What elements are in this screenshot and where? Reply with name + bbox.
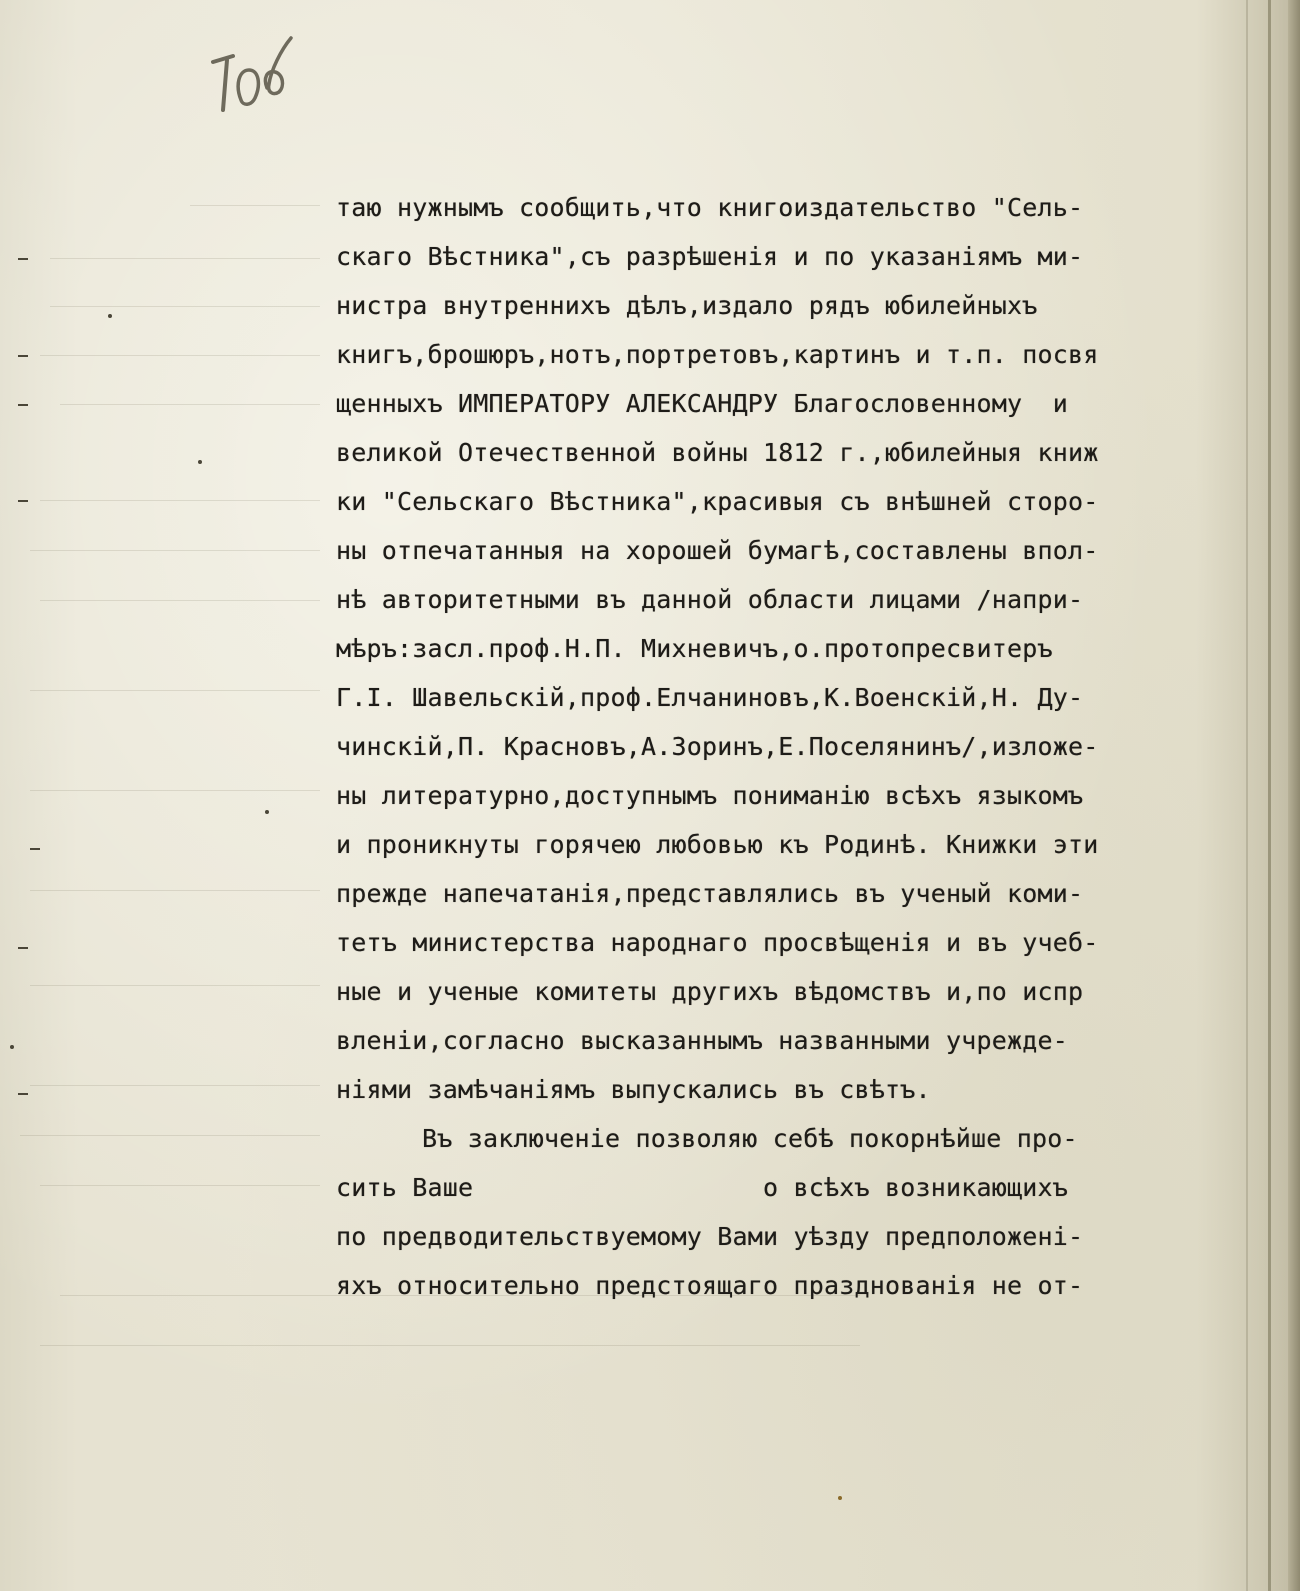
text-line: великой Отечественной войны 1812 г.,юбилейныя книж — [336, 438, 1099, 467]
text-line: нѣ авторитетными въ данной области лицами /напри- — [336, 585, 1084, 614]
text-line: нистра внутреннихъ дѣлъ,издало рядъ юбилейныхъ — [336, 291, 1038, 320]
paragraph-line: Въ заключеніе позволяю себѣ покорнѣйше про- — [422, 1124, 1078, 1153]
margin-mark — [18, 500, 28, 502]
ink-speck — [108, 314, 112, 318]
ink-speck — [838, 1496, 842, 1500]
margin-mark — [18, 258, 28, 260]
margin-mark — [18, 1093, 28, 1095]
bleed-through-line — [30, 790, 320, 791]
text-line: ны отпечатанныя на хорошей бумагѣ,составлены впол- — [336, 536, 1099, 565]
paragraph-line: сить Ваше о всѣхъ возникающихъ — [336, 1173, 1069, 1202]
bleed-through-line — [40, 500, 320, 501]
page-edge — [1288, 0, 1300, 1591]
margin-mark — [18, 947, 28, 949]
bleed-through-line — [30, 690, 320, 691]
margin-mark — [18, 404, 28, 406]
ink-speck — [198, 460, 202, 464]
text-line: таю нужнымъ сообщить,что книгоиздательство "Сель- — [336, 193, 1084, 222]
folio-number-handwritten — [205, 30, 305, 120]
text-line: вленiи,согласно высказаннымъ названными учрежде- — [336, 1026, 1069, 1055]
margin-mark — [30, 848, 40, 850]
text-line: ніями замѣчаніямъ выпускались въ свѣтъ. — [336, 1075, 931, 1104]
bleed-through-line — [30, 985, 320, 986]
paragraph-line: яхъ относительно предстоящаго празднованія не от- — [336, 1271, 1084, 1300]
text-line: мѣръ:засл.проф.Н.П. Михневичъ,о.протопресвитеръ — [336, 634, 1053, 663]
text-line: книгъ,брошюръ,нотъ,портретовъ,картинъ и т.п. посвя — [336, 340, 1099, 369]
text-line: тетъ министерства народнаго просвѣщенія и въ учеб- — [336, 928, 1099, 957]
bleed-through-line — [30, 890, 320, 891]
bleed-through-line — [40, 355, 320, 356]
text-line: и проникнуты горячею любовью къ Родинѣ. Книжки эти — [336, 830, 1099, 859]
text-line: Г.I. Шавельскiй,проф.Елчаниновъ,К.Военскiй,Н. Ду- — [336, 683, 1084, 712]
text-line: ные и ученые комитеты другихъ вѣдомствъ и,по испр — [336, 977, 1084, 1006]
bleed-through-line — [30, 550, 320, 551]
bleed-through-line — [50, 258, 320, 259]
bleed-through-line — [20, 1135, 320, 1136]
bleed-through-line — [60, 404, 320, 405]
text-line: ны литературно,доступнымъ пониманію всѣхъ языкомъ — [336, 781, 1084, 810]
ink-speck — [10, 1045, 14, 1049]
bleed-through-line — [50, 306, 320, 307]
bleed-through-line — [40, 1185, 320, 1186]
page-edge — [1268, 0, 1271, 1591]
bleed-through-line — [30, 1085, 320, 1086]
text-line: чинскiй,П. Красновъ,А.Зоринъ,Е.Поселянинъ/,изложе- — [336, 732, 1099, 761]
typewritten-text — [336, 183, 1256, 1310]
bleed-through-line — [40, 600, 320, 601]
bleed-through-line — [40, 1345, 860, 1346]
text-line: прежде напечатанія,представлялись въ ученый коми- — [336, 879, 1084, 908]
text-line: щенныхъ ИМПЕРАТОРУ АЛЕКСАНДРУ Благословенному и — [336, 389, 1069, 418]
text-line: ки "Сельскаго Вѣстника",красивыя съ внѣшней сторо- — [336, 487, 1099, 516]
bleed-through-line — [190, 205, 320, 206]
ink-speck — [265, 810, 269, 814]
paragraph-line: по предводительствуемому Вами уѣзду предположені- — [336, 1222, 1084, 1251]
text-line: скаго Вѣстника",съ разрѣшенія и по указаніямъ ми- — [336, 242, 1084, 271]
margin-mark — [18, 355, 28, 357]
